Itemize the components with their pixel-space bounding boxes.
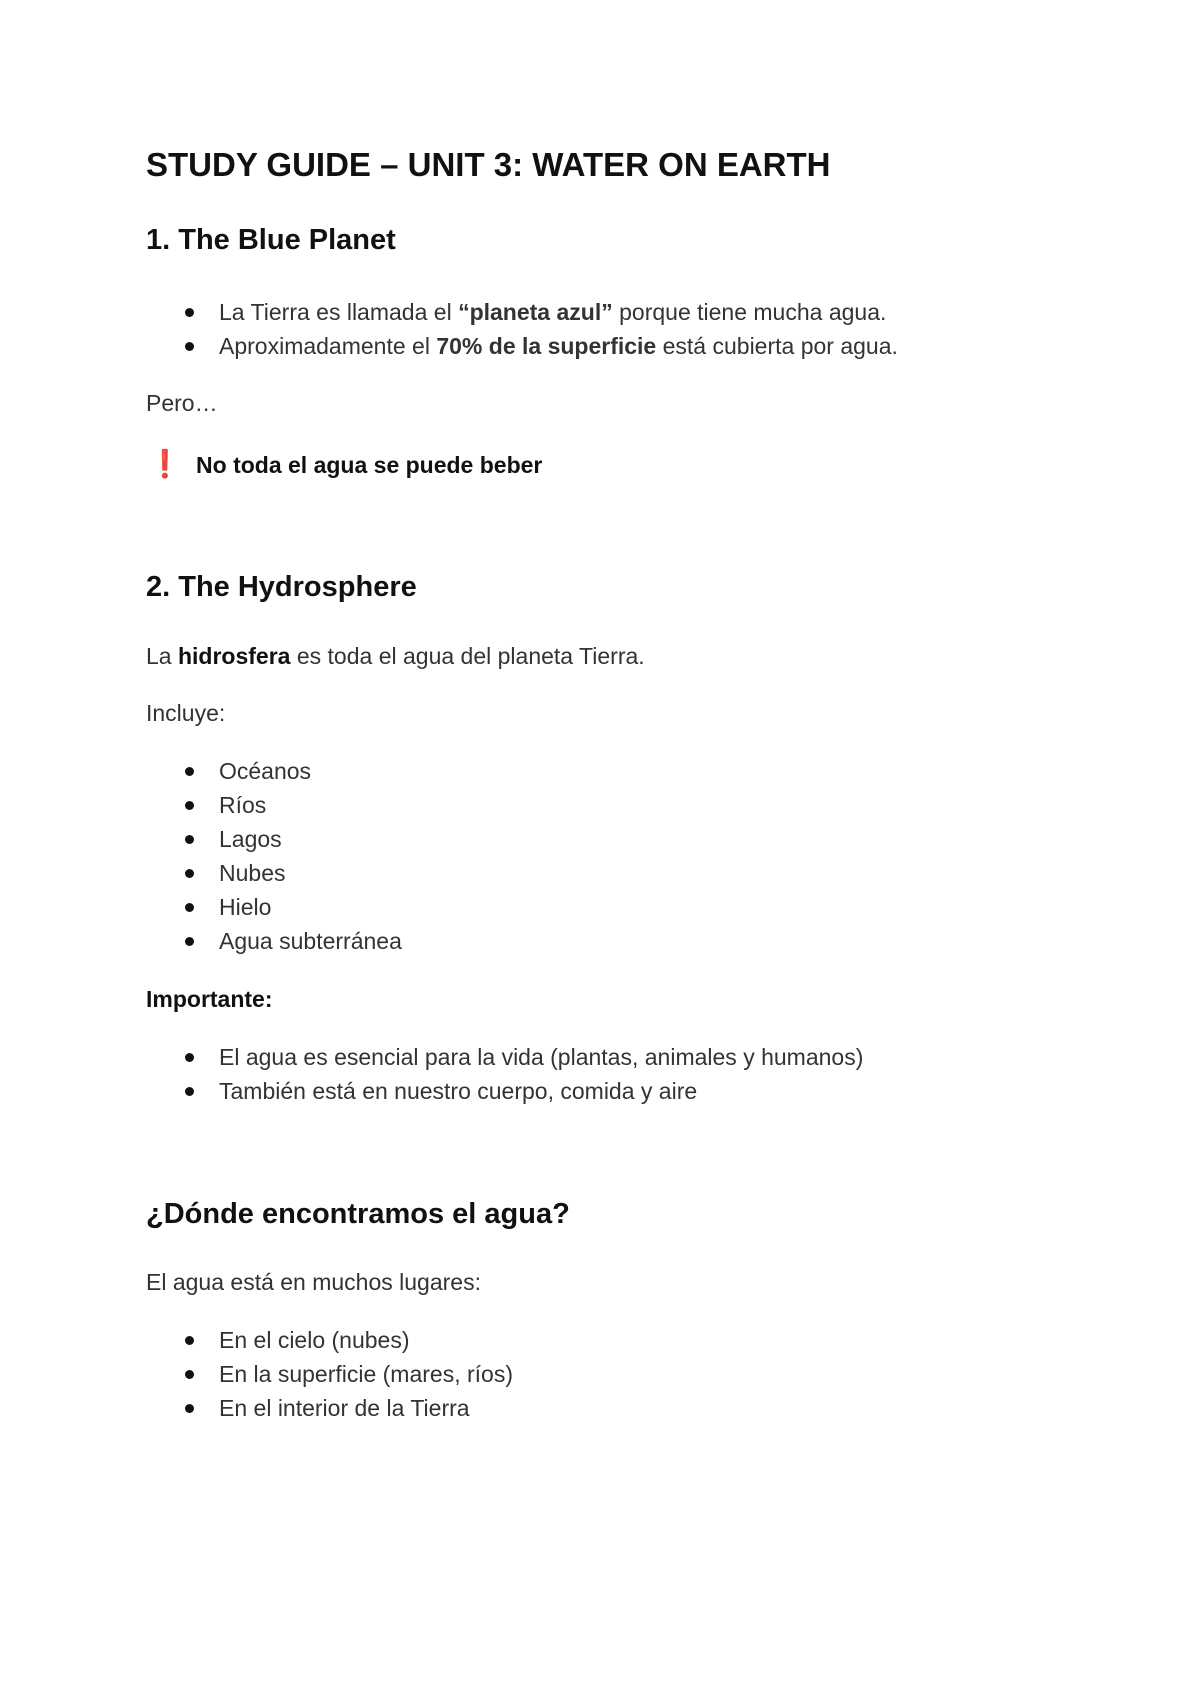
importante-list [146, 1040, 863, 1108]
bullet-icon [185, 342, 194, 351]
list-item: En el interior de la Tierra [146, 1391, 513, 1425]
section-1-list [146, 295, 898, 363]
bullet-icon [185, 1336, 194, 1345]
bullet-icon [185, 801, 194, 810]
list-item: Nubes [146, 856, 402, 890]
list-item: La Tierra es llamada el “planeta azul” porque tiene mucha agua. [146, 295, 898, 329]
section-1-heading: 1. The Blue Planet [146, 224, 396, 256]
bullet-icon [185, 1370, 194, 1379]
pero-text: Pero… [146, 390, 218, 416]
water-locations-list [146, 1323, 513, 1425]
bullet-icon [185, 869, 194, 878]
importante-label: Importante: [146, 986, 273, 1012]
bullet-icon [185, 1053, 194, 1062]
list-item: El agua es esencial para la vida (plantas, animales y humanos) [146, 1040, 863, 1074]
list-item: Océanos [146, 754, 402, 788]
hidrosfera-definition: La hidrosfera es toda el agua del planeta Tierra. [146, 643, 645, 669]
bullet-icon [185, 1404, 194, 1413]
bullet-icon [185, 1087, 194, 1096]
hydrosphere-list [146, 754, 402, 958]
list-item: Lagos [146, 822, 402, 856]
exclamation-icon: ❗ [148, 449, 182, 479]
warning-text: No toda el agua se puede beber [196, 452, 543, 478]
list-item: También está en nuestro cuerpo, comida y aire [146, 1074, 863, 1108]
bullet-icon [185, 767, 194, 776]
page-title: STUDY GUIDE – UNIT 3: WATER ON EARTH [146, 146, 831, 183]
list-item: Hielo [146, 890, 402, 924]
section-3-intro: El agua está en muchos lugares: [146, 1269, 481, 1295]
section-2-heading: 2. The Hydrosphere [146, 571, 417, 603]
list-item: Ríos [146, 788, 402, 822]
bullet-icon [185, 903, 194, 912]
bullet-icon [185, 308, 194, 317]
list-item: Agua subterránea [146, 924, 402, 958]
warning-line [148, 448, 542, 480]
bullet-icon [185, 835, 194, 844]
list-item: En la superficie (mares, ríos) [146, 1357, 513, 1391]
bullet-icon [185, 937, 194, 946]
list-item: En el cielo (nubes) [146, 1323, 513, 1357]
section-3-heading: ¿Dónde encontramos el agua? [146, 1198, 570, 1230]
incluye-label: Incluye: [146, 700, 226, 726]
list-item: Aproximadamente el 70% de la superficie está cubierta por agua. [146, 329, 898, 363]
